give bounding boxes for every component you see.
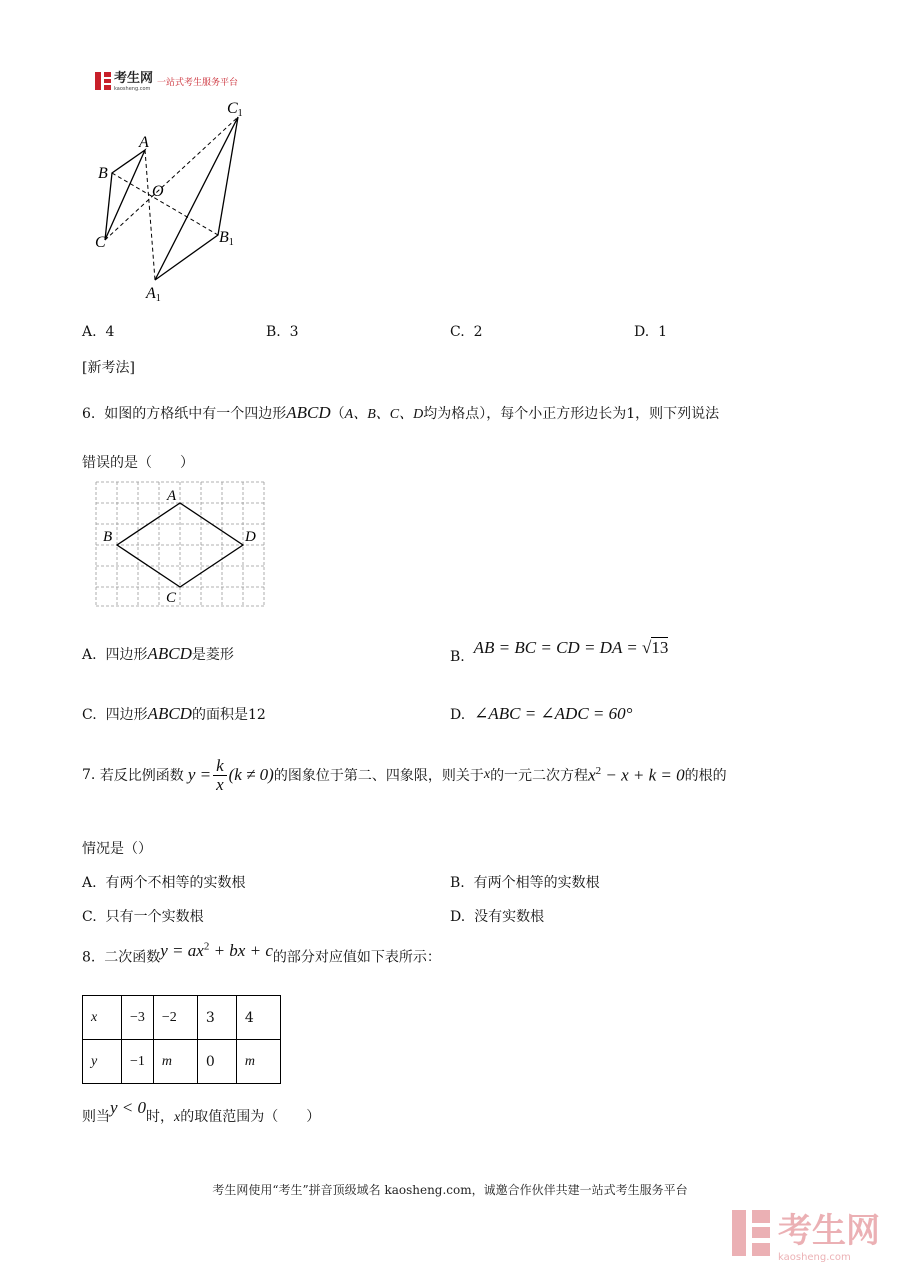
q6-option-d[interactable]: D. ∠ABC = ∠ADC = 60° [450, 704, 633, 723]
table-cell: m [236, 1040, 280, 1084]
q7-fraction: $\frac{k}{x}$ [213, 757, 227, 794]
table-row [83, 1040, 281, 1084]
grid-label-c: C [166, 590, 177, 606]
label-a1: A1 [146, 285, 161, 304]
table-cell: 0 [197, 1040, 236, 1084]
header-logo [95, 70, 238, 92]
dashed-a-a1 [145, 150, 155, 280]
q6-stem: 6. 如图的方格纸中有一个四边形ABCD（A、B、C、D均为格点），每个小正方形边长为1，则下列说法 [82, 403, 720, 422]
q6-stem-line2: 错误的是（ ） [82, 455, 194, 471]
section-tag: [新考法] [82, 360, 135, 376]
rotation-figure [90, 95, 260, 305]
q7-option-b[interactable]: B. 有两个相等的实数根 [450, 875, 600, 891]
q7-stem-line2: 情况是（） [82, 841, 152, 857]
grid-label-b: B [103, 529, 113, 545]
brand-domain: kaosheng.com [114, 86, 151, 92]
grid-figure [92, 478, 267, 610]
label-b: B [98, 165, 108, 182]
table-row [83, 996, 281, 1040]
q7-option-d[interactable]: D. 没有实数根 [450, 909, 545, 925]
table-cell: m [153, 1040, 197, 1084]
q6-option-c[interactable]: C. 四边形ABCD的面积是12 [82, 704, 266, 723]
brand-slogan: 一站式考生服务平台 [157, 77, 239, 88]
table-cell: −2 [153, 996, 197, 1040]
watermark-icon [732, 1210, 772, 1256]
q5-option-c[interactable]: C. 2 [450, 324, 483, 340]
q6-option-b[interactable]: B. AB = BC = CD = DA = √13 [450, 638, 669, 665]
q6-option-a[interactable]: A. 四边形ABCD是菱形 [82, 644, 234, 663]
table-cell: y [83, 1040, 122, 1084]
label-c1: C1 [227, 100, 243, 119]
dashed-b-b1 [112, 173, 218, 235]
triangle-abc [105, 150, 145, 240]
triangle-a1b1c1 [155, 117, 238, 280]
dashed-c-c1 [105, 117, 238, 240]
table-cell: −1 [122, 1040, 154, 1084]
watermark-domain: kaosheng.com [778, 1252, 851, 1263]
q8-stem: 8. 二次函数$y = ax^2$ + bx + c的部分对应值如下表所示： [82, 940, 441, 966]
label-o: O [152, 183, 164, 200]
q5-option-d[interactable]: D. 1 [634, 324, 668, 340]
q7-stem: 7. 若反比例函数 y = $\frac{k}{x}$ (k ≠ 0) 的图象位于第二、四象限，则关于 x 的一元二次方程 $x^2 - x + k = 0$ 的根的 [82, 755, 727, 794]
q7-option-a[interactable]: A. 有两个不相等的实数根 [82, 875, 246, 891]
watermark-logo [732, 1203, 880, 1263]
table-cell: −3 [122, 996, 154, 1040]
table-cell: 3 [197, 996, 236, 1040]
label-b1: B1 [219, 229, 234, 248]
grid-label-a: A [167, 488, 177, 504]
brand-name: 考生网 [114, 71, 154, 86]
grid-label-d: D [245, 529, 256, 545]
q8-question: 则当y < 0时，x的取值范围为（ ） [82, 1098, 321, 1125]
logo-icon [95, 72, 111, 90]
q5-option-b[interactable]: B. 3 [266, 324, 299, 340]
value-table [82, 995, 281, 1084]
footer-text: 考生网使用“考生”拼音顶级域名 kaosheng.com，诚邀合作伙伴共建一站式考生服务平台 [212, 1183, 688, 1197]
label-a: A [139, 134, 149, 151]
q7-option-c[interactable]: C. 只有一个实数根 [82, 909, 204, 925]
table-cell: 4 [236, 996, 280, 1040]
table-cell: x [83, 996, 122, 1040]
watermark-brand: 考生网 [778, 1211, 880, 1251]
label-c: C [95, 234, 106, 251]
q5-option-a[interactable]: A. 4 [82, 324, 115, 340]
